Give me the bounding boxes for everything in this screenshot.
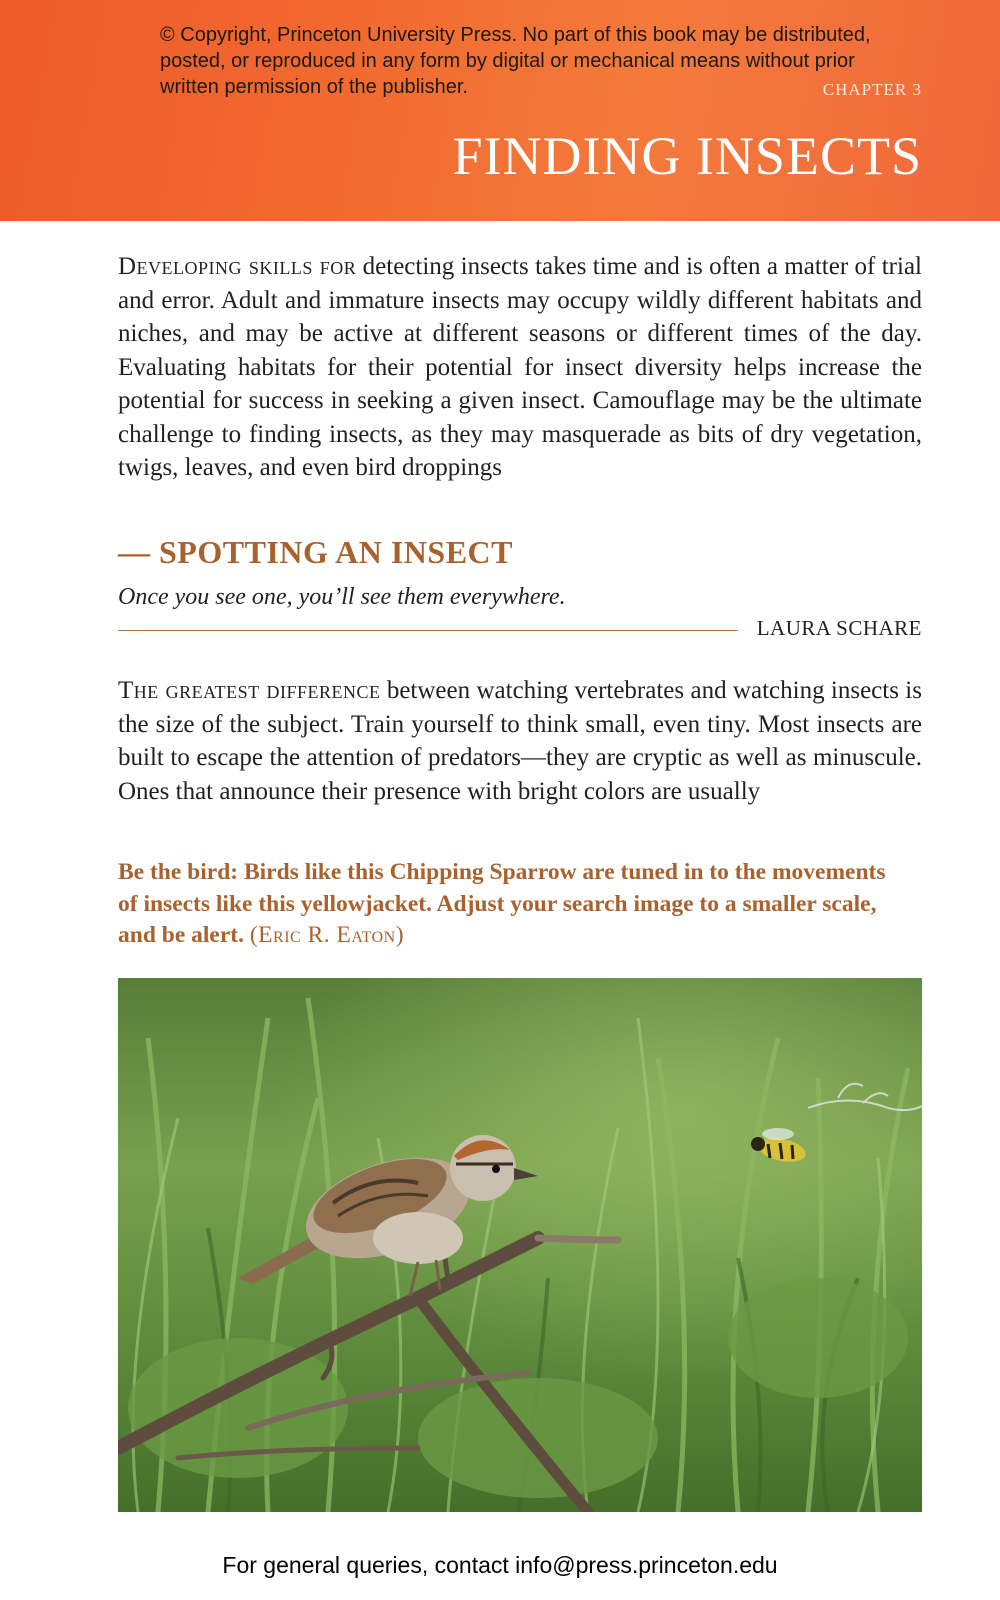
intro-lead-in: Developing skills for <box>118 253 357 280</box>
epigraph-quote: Once you see one, you’ll see them everywhere. <box>118 584 566 610</box>
epigraph-divider <box>118 630 738 631</box>
section-paragraph <box>118 674 922 808</box>
chapter-title: FINDING INSECTS <box>452 126 922 186</box>
epigraph-author: LAURA SCHARE <box>756 616 922 640</box>
chapter-label: CHAPTER 3 <box>822 80 922 99</box>
chapter-header-band <box>0 0 1000 221</box>
photo-illustration <box>118 978 922 1512</box>
photo-credit: (Eric R. Eaton) <box>249 922 405 948</box>
intro-paragraph <box>118 250 922 485</box>
copyright-notice: © Copyright, Princeton University Press. No part of this book may be distributed, posted, or reproduced in any form by digital or mechanical means without prior written permission of the publisher. <box>160 24 871 98</box>
figure-caption <box>118 857 908 952</box>
section-heading: — SPOTTING AN INSECT <box>118 534 513 570</box>
sparrow-yellowjacket-photo <box>118 978 922 1512</box>
intro-body: detecting insects takes time and is often a matter of trial and error. Adult and immature insects may occupy wildly different habitats and niches, and may be active at different seasons or different times of the day. Evaluating habitats for their potential for insect diversity helps increase the potential for success in seeking a given insect. Camouflage may be the ultimate challenge to finding insects, as they may masquerade as bits of dry vegetation, twigs, leaves, and even bird droppings <box>118 253 922 481</box>
caption-text: Be the bird: Birds like this Chipping Sparrow are tuned in to the movements of insects like this yellowjacket. Adjust your search image to a smaller scale, and be alert. <box>118 859 886 948</box>
section-body: between watching vertebrates and watching insects is the size of the subject. Train yourself to think small, even tiny. Most insects are built to escape the attention of predators—they are cryptic as well as minuscule. Ones that announce their presence with bright colors are usually <box>118 677 922 805</box>
section-lead-in: The greatest difference <box>118 677 381 704</box>
contact-footer: For general queries, contact info@press.princeton.edu <box>222 1552 778 1578</box>
